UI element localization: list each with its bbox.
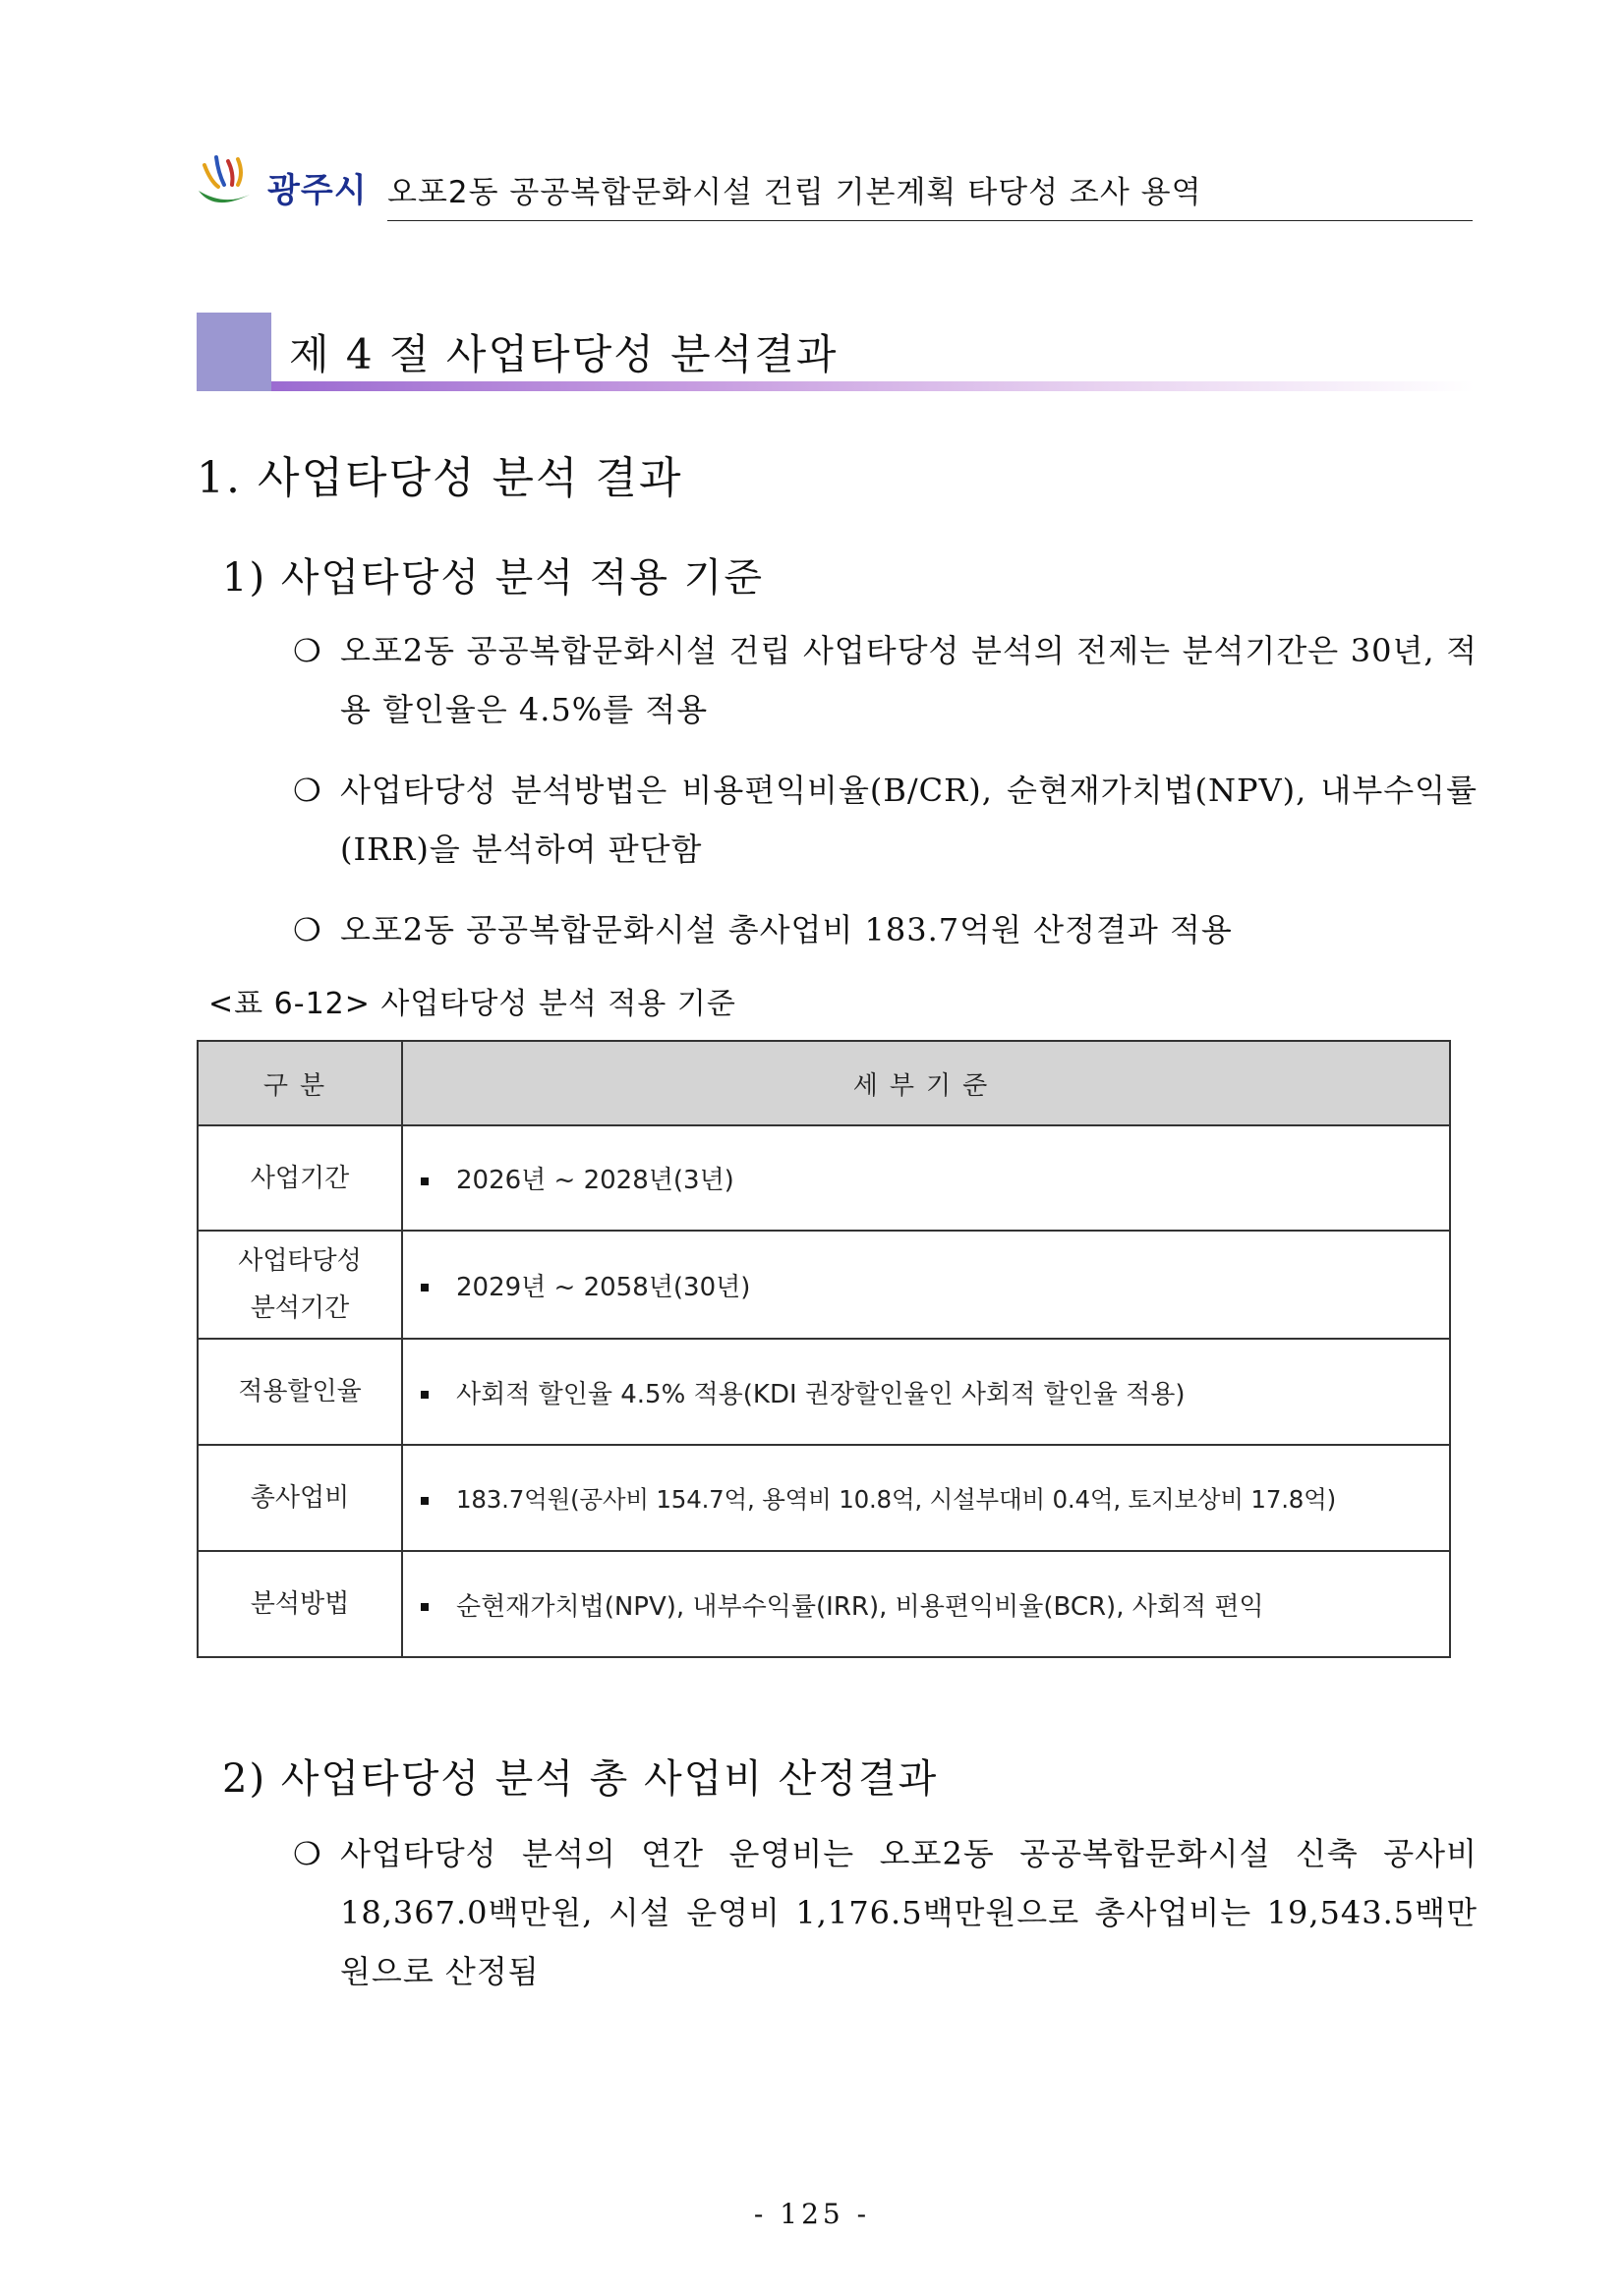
page-header: [195, 147, 1473, 226]
row-label: [198, 1551, 402, 1657]
row-detail-text: 183.7억원(공사비 154.7억, 용역비 10.8억, 시설부대비 0.4억, 토지보상비 17.8억): [456, 1484, 1337, 1514]
row-label-text: 총사업비: [250, 1483, 350, 1513]
bullet-item: [293, 621, 1478, 739]
section-banner-block: [197, 313, 271, 391]
square-bullet-icon: [421, 1603, 429, 1611]
table-caption: <표 6-12> 사업타당성 분석 적용 기준: [208, 987, 736, 1021]
row-detail-text: 2026년 ~ 2028년(3년): [456, 1166, 734, 1195]
bullet-text: 오포2동 공공복합문화시설 건립 사업타당성 분석의 전제는 분석기간은 30년, 적용 할인율은 4.5%를 적용: [340, 632, 1478, 728]
row-detail: [402, 1231, 1450, 1339]
row-detail: [402, 1339, 1450, 1445]
section-title: 제 4 절 사업타당성 분석결과: [289, 330, 839, 378]
bullet-text: 사업타당성 분석의 연간 운영비는 오포2동 공공복합문화시설 신축 공사비 18,367.0백만원, 시설 운영비 1,176.5백만원으로 총사업비는 19,543.5백만원으로 산정됨: [340, 1835, 1478, 1990]
bullet-text: 사업타당성 분석방법은 비용편익비율(B/CR), 순현재가치법(NPV), 내부수익률(IRR)을 분석하여 판단함: [340, 772, 1478, 868]
city-name: 광주시: [267, 171, 368, 210]
bullet-item: [293, 761, 1478, 879]
row-label: [198, 1445, 402, 1551]
square-bullet-icon: [421, 1391, 429, 1399]
row-label: [198, 1339, 402, 1445]
row-detail-text: 2029년 ~ 2058년(30년): [456, 1272, 751, 1302]
table-header-row: [198, 1041, 1450, 1125]
row-label-text: 분석방법: [250, 1589, 350, 1619]
square-bullet-icon: [421, 1284, 429, 1292]
square-bullet-icon: [421, 1497, 429, 1505]
square-bullet-icon: [421, 1177, 429, 1185]
row-label-text: 사업타당성: [238, 1246, 362, 1276]
header-divider: [387, 220, 1473, 221]
heading-level-1: 1. 사업타당성 분석 결과: [197, 453, 683, 503]
row-detail: [402, 1445, 1450, 1551]
row-label: [198, 1231, 402, 1339]
table-row: [198, 1551, 1450, 1657]
heading-sub1: 1) 사업타당성 분석 적용 기준: [222, 555, 764, 601]
section-banner: [197, 313, 1475, 391]
table-header-category: 구분: [198, 1041, 402, 1125]
row-label-text: 사업기간: [250, 1163, 350, 1193]
page-number: - 125 -: [753, 2198, 871, 2230]
bullet-text: 오포2동 공공복합문화시설 총사업비 183.7억원 산정결과 적용: [340, 911, 1233, 948]
criteria-table: [197, 1040, 1451, 1658]
row-detail: [402, 1125, 1450, 1231]
circle-bullet-icon: ❍: [293, 1835, 322, 1872]
row-label: [198, 1125, 402, 1231]
circle-bullet-icon: ❍: [293, 632, 322, 669]
row-detail-text: 사회적 할인율 4.5% 적용(KDI 권장할인율인 사회적 할인율 적용): [456, 1379, 1186, 1409]
bullet-item: [293, 900, 1478, 959]
bullet-item: [293, 1824, 1478, 2001]
table-row: [198, 1445, 1450, 1551]
row-detail-text: 순현재가치법(NPV), 내부수익률(IRR), 비용편익비율(BCR), 사회적 편익: [456, 1591, 1264, 1622]
row-detail: [402, 1551, 1450, 1657]
header-title: 오포2동 공공복합문화시설 건립 기본계획 타당성 조사 용역: [387, 175, 1202, 210]
city-logo-icon: [195, 151, 254, 214]
row-label-text: 적용할인율: [238, 1377, 362, 1406]
circle-bullet-icon: ❍: [293, 911, 322, 948]
heading-sub2: 2) 사업타당성 분석 총 사업비 산정결과: [222, 1756, 939, 1802]
circle-bullet-icon: ❍: [293, 772, 322, 809]
table-row: [198, 1231, 1450, 1339]
row-label-text-line2: 분석기간: [250, 1293, 350, 1323]
table-row: [198, 1125, 1450, 1231]
table-header-details: 세부기준: [402, 1041, 1450, 1125]
section-banner-underline: [271, 381, 1475, 391]
table-row: [198, 1339, 1450, 1445]
